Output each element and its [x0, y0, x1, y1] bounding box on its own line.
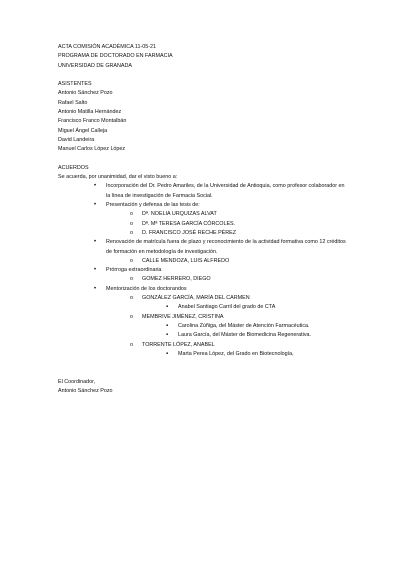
agreements-list — [58, 182, 358, 359]
agreements-section — [58, 164, 358, 359]
agreement-item — [58, 182, 358, 201]
circle-bullet-icon: o — [130, 211, 133, 218]
circle-bullet-icon: o — [130, 276, 133, 283]
mentor-name: TORRENTE LÓPEZ, ANABEL — [142, 341, 215, 348]
mentee-name: Anabel Santiago Carril del grado de CTA — [178, 304, 276, 311]
agreement-text: Presentación y defensa de las tesis de: — [106, 202, 200, 209]
header-title-line: ACTA COMISIÓN ACADÉMICA 11-05-21 — [58, 44, 157, 50]
mentee-item — [58, 303, 358, 312]
extension-item — [58, 275, 358, 284]
mentee-item — [58, 322, 358, 331]
square-bullet-icon: ▪ — [166, 322, 169, 329]
agreement-item — [58, 285, 358, 294]
mentor-item — [58, 341, 358, 350]
spacer — [58, 155, 358, 164]
attendee-name: Manuel Carlos López López — [58, 146, 126, 153]
attendees-section — [58, 80, 358, 154]
thesis-item — [58, 220, 358, 229]
document-page — [58, 43, 358, 396]
circle-bullet-icon: o — [130, 257, 133, 264]
agreement-item — [58, 238, 358, 257]
bullet-icon: • — [94, 183, 97, 190]
attendee-name: Rafael Salto — [58, 99, 88, 106]
bullet-icon: • — [94, 202, 97, 209]
thesis-item — [58, 210, 358, 219]
square-bullet-icon: ▪ — [166, 304, 169, 311]
spacer — [58, 359, 358, 368]
square-bullet-icon: ▪ — [166, 332, 169, 339]
spacer — [58, 368, 358, 377]
signature-role: El Coordinador, — [58, 378, 96, 385]
mentee-item — [58, 350, 358, 359]
mentee-name: Marta Perea López, del Grado en Biotecnología, — [178, 350, 294, 357]
extension-student: GOMEZ HERRERO, DIEGO — [142, 276, 211, 283]
bullet-icon: • — [94, 285, 97, 292]
bullet-icon: • — [94, 267, 97, 274]
agreements-title: ACUERDOS — [58, 164, 89, 171]
circle-bullet-icon: o — [130, 295, 133, 302]
mentor-item — [58, 313, 358, 322]
agreement-text: Prórroga extraordinaria — [106, 267, 162, 274]
agreement-text: Mentorización de los doctorandos — [106, 285, 187, 292]
bullet-icon: • — [94, 239, 97, 246]
circle-bullet-icon: o — [130, 341, 133, 348]
circle-bullet-icon: o — [130, 313, 133, 320]
renewal-student: CALLE MENDOZA, LUIS ALFREDO — [142, 257, 230, 264]
attendee-name: Antonio Matilla Hernández — [58, 109, 122, 116]
agreement-item — [58, 266, 358, 275]
renewal-item — [58, 257, 358, 266]
mentor-name: MEMBRIVE JIMÉNEZ, CRISTINA — [142, 313, 224, 320]
mentee-name: Laura García, del Máster de Biomedicina Regenerativa. — [178, 332, 312, 339]
agreement-text: Renovación de matrícula fuera de plazo y reconocimiento de la actividad formativa como 12 créditos de formación en metodología de investigación. — [106, 239, 346, 255]
attendees-title: ASISTENTES — [58, 81, 92, 88]
attendee-name: Antonio Sánchez Pozo — [58, 90, 113, 97]
spacer — [58, 71, 358, 80]
header-university-line: UNIVERSIDAD DE GRANADA — [58, 62, 132, 69]
mentee-name: Carolina Zúñiga, del Máster de Atención Farmacéutica. — [178, 322, 310, 329]
thesis-candidate: Dª. NOELIA URQUIZAS ALVAT — [142, 211, 217, 218]
signature-block — [58, 378, 358, 397]
attendee-name: Francisco Franco Montalbán — [58, 118, 127, 125]
agreement-item — [58, 201, 358, 210]
square-bullet-icon: ▪ — [166, 350, 169, 357]
attendee-name: David Landeira — [58, 136, 95, 143]
agreement-text: Incorporación del Dr. Pedro Amariles, de la Universidad de Antioquia, como profesor colaborador en la línea de investigación de Farmacia Social. — [106, 183, 345, 199]
attendee-name: Miguel Ángel Calleja — [58, 127, 108, 134]
mentee-item — [58, 331, 358, 340]
circle-bullet-icon: o — [130, 220, 133, 227]
agreements-intro: Se acuerda, por unanimidad, dar el visto bueno a: — [58, 174, 178, 181]
mentor-name: GONZÁLEZ GARCÍA, MARÍA DEL CARMEN — [142, 295, 250, 302]
thesis-item — [58, 229, 358, 238]
document-header — [58, 43, 358, 71]
thesis-candidate: D. FRANCISCO JOSÉ RECHE PÉREZ — [142, 229, 237, 236]
circle-bullet-icon: o — [130, 229, 133, 236]
signature-name: Antonio Sánchez Pozo — [58, 387, 113, 394]
header-program-line: PROGRAMA DE DOCTORADO EN FARMACIA — [58, 53, 173, 60]
mentor-item — [58, 294, 358, 303]
thesis-candidate: Dª. Mª TERESA GARCÍA CÓRCOLES. — [142, 220, 236, 227]
